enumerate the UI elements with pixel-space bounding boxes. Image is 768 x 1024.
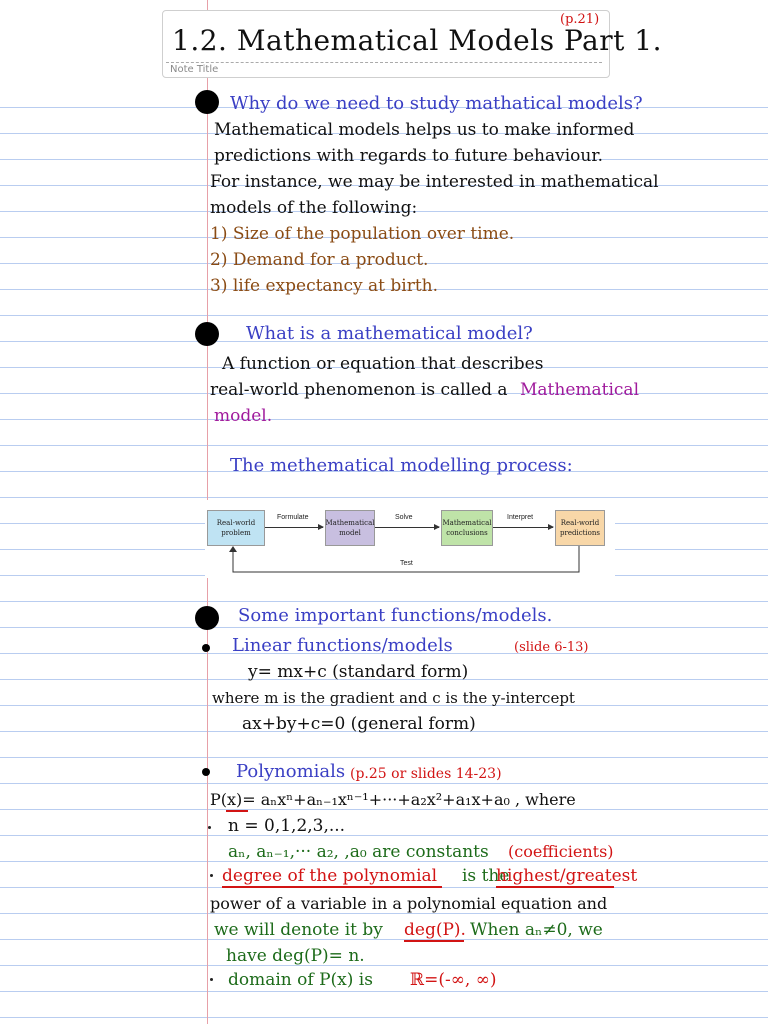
text-line: predictions with regards to future behaviour.: [214, 146, 603, 166]
diagram-box-predictions: Real-world predictions: [555, 510, 605, 546]
underline-mark: [222, 886, 442, 888]
list-item: 2) Demand for a product.: [210, 250, 429, 270]
standard-form: y= mx+c (standard form): [248, 662, 469, 682]
diagram-box-problem: Real-world problem: [207, 510, 265, 546]
stray-dot: [210, 874, 213, 877]
degree-equals-n: have deg(P)= n.: [226, 946, 365, 966]
gradient-text: where m is the gradient and c is the y-intercept: [212, 689, 575, 707]
note-title-label[interactable]: Note Title: [170, 64, 219, 75]
arrow-label-solve: Solve: [395, 514, 413, 521]
bullet-icon: [195, 90, 219, 114]
n-values: n = 0,1,2,3,...: [228, 816, 346, 836]
modelling-process-diagram: [205, 500, 615, 578]
general-form: ax+by+c=0 (general form): [242, 714, 476, 734]
underline-mark: [404, 940, 464, 942]
power-line: power of a variable in a polynomial equation and: [210, 894, 608, 913]
diagram-box-conclusions: Mathematical conclusions: [441, 510, 493, 546]
highlight-term: model.: [214, 406, 273, 426]
diagram-box-model: Mathematical model: [325, 510, 375, 546]
deg-notation: deg(P).: [404, 920, 466, 940]
small-bullet-icon: [202, 768, 210, 776]
feedback-label-test: Test: [400, 560, 413, 567]
text-line: A function or equation that describes: [222, 354, 544, 374]
constants-line: aₙ, aₙ₋₁,··· a₂, ,a₀ are constants: [228, 842, 489, 862]
bullet-icon: [195, 606, 219, 630]
underline-mark: [496, 886, 614, 888]
arrow-label-interpret: Interpret: [507, 514, 534, 521]
page-reference: (p.21): [560, 12, 600, 27]
list-item: 3) life expectancy at birth.: [210, 276, 439, 296]
denote-line-end: When aₙ≠0, we: [470, 920, 603, 940]
highest-term: highest/greatest: [496, 866, 638, 886]
highlight-term: Mathematical: [520, 380, 639, 400]
section-heading-functions: Some important functions/models.: [238, 605, 553, 626]
text-line: real-world phenomenon is called a: [210, 380, 508, 400]
text-line: Mathematical models helps us to make informed: [214, 120, 635, 140]
stray-dot: [208, 826, 211, 829]
linear-reference: (slide 6-13): [514, 640, 589, 655]
text-line: models of the following:: [210, 198, 418, 218]
denote-line: we will denote it by: [214, 920, 383, 940]
polynomial-definition: P(x)= aₙxⁿ+aₙ₋₁xⁿ⁻¹+···+a₂x²+a₁x+a₀ , where: [210, 790, 576, 809]
title-divider: [166, 62, 602, 63]
text-line: For instance, we may be interested in mathematical: [210, 172, 659, 192]
linear-heading: Linear functions/models: [232, 635, 453, 656]
degree-term: degree of the polynomial: [222, 866, 438, 886]
stray-dot: [210, 978, 213, 981]
bullet-icon: [195, 322, 219, 346]
section-heading-why: Why do we need to study mathatical models?: [230, 93, 643, 114]
domain-value: ℝ=(-∞, ∞): [410, 970, 497, 990]
domain-line: domain of P(x) is: [228, 970, 373, 990]
degree-text: is the: [462, 866, 510, 886]
process-heading: The methematical modelling process:: [230, 455, 573, 476]
page-title: 1.2. Mathematical Models Part 1.: [172, 24, 663, 57]
arrow-label-formulate: Formulate: [277, 514, 309, 521]
polynomials-heading: Polynomials: [236, 761, 346, 782]
polynomials-reference: (p.25 or slides 14-23): [350, 766, 502, 782]
list-item: 1) Size of the population over time.: [210, 224, 515, 244]
small-bullet-icon: [202, 644, 210, 652]
coefficients-term: (coefficients): [508, 842, 614, 861]
section-heading-what: What is a mathematical model?: [246, 323, 533, 344]
underline-mark: [226, 810, 248, 812]
